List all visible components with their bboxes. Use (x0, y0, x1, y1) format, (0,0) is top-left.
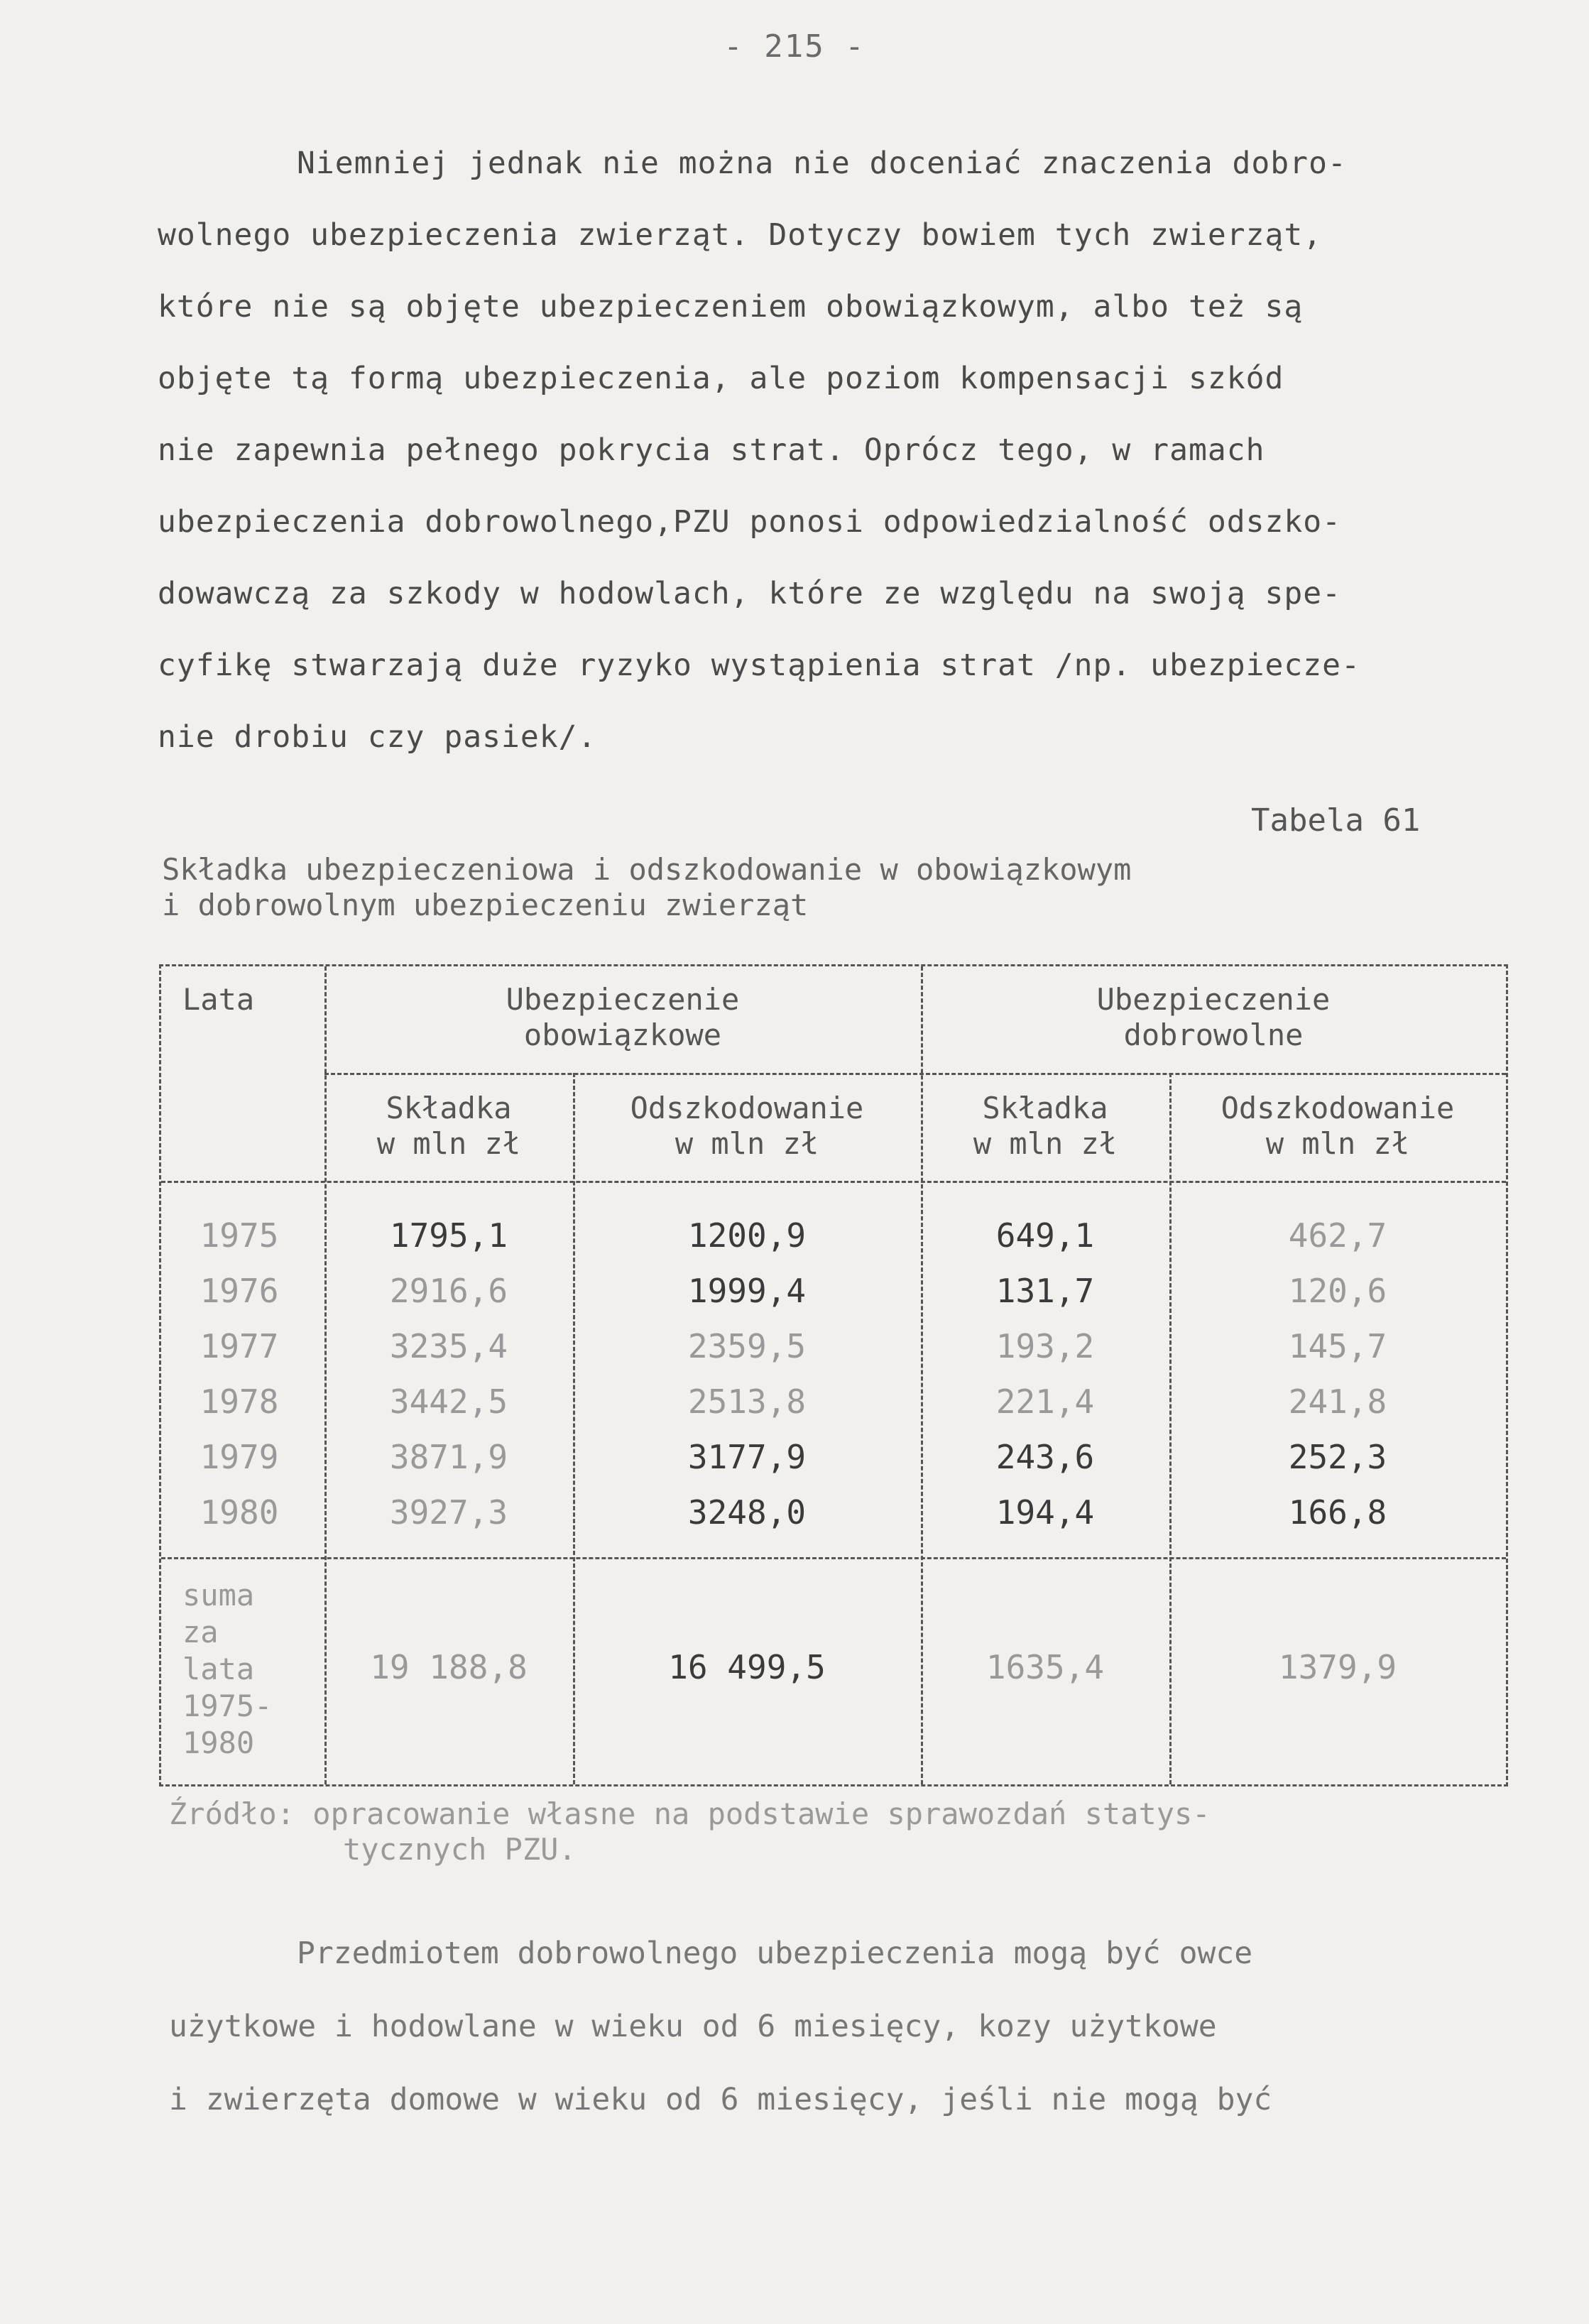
cell-value: 3871,9 (389, 1438, 508, 1476)
row-divider (161, 1181, 1506, 1183)
text-line: które nie są objęte ubezpieczeniem obowiązkowym, albo też są (158, 289, 1304, 324)
header-group-dobrowolne (921, 982, 1506, 1053)
header-line: Odszkodowanie (1221, 1091, 1455, 1125)
sum-label-line: za (182, 1615, 219, 1649)
cell-value: 166,8 (1288, 1493, 1387, 1532)
sum-label-line: 1980 (182, 1725, 255, 1760)
paragraph-subject (169, 1917, 1518, 2137)
cell-year: 1976 (200, 1272, 279, 1310)
cell-sum: 19 188,8 (370, 1648, 528, 1686)
cell-value: 2513,8 (687, 1382, 807, 1421)
cell-value: 241,8 (1288, 1382, 1387, 1421)
cell-value: 2916,6 (389, 1272, 508, 1310)
source-line: tycznych PZU. (343, 1832, 577, 1867)
cell-year: 1980 (200, 1493, 279, 1532)
header-line: w mln zł (675, 1126, 819, 1161)
sum-label (182, 1577, 272, 1762)
caption-line: i dobrowolnym ubezpieczeniu zwierząt (162, 888, 809, 922)
cell-value: 120,6 (1288, 1272, 1387, 1310)
cell-value: 243,6 (995, 1438, 1095, 1476)
cell-value: 221,4 (995, 1382, 1095, 1421)
cell-value: 649,1 (995, 1216, 1095, 1255)
header-line: Odszkodowanie (630, 1091, 864, 1125)
cell-sum: 1379,9 (1278, 1648, 1397, 1686)
text-line: nie zapewnia pełnego pokrycia strat. Oprócz tego, w ramach (158, 432, 1265, 468)
caption-line: Składka ubezpieczeniowa i odszkodowanie w obowiązkowym (162, 852, 1132, 887)
header-line: w mln zł (973, 1126, 1118, 1161)
text-line: objęte tą formą ubezpieczenia, ale poziom kompensacji szkód (158, 361, 1284, 396)
header-line: w mln zł (1265, 1126, 1410, 1161)
cell-year: 1979 (200, 1438, 279, 1476)
cell-sum: 16 499,5 (668, 1648, 826, 1686)
cell-value: 462,7 (1288, 1216, 1387, 1255)
sum-label-line: suma (182, 1578, 255, 1613)
cell-value: 3442,5 (389, 1382, 508, 1421)
header-group-obowiazkowe (324, 982, 921, 1053)
text-line: Niemniej jednak nie można nie doceniać znaczenia dobro- (297, 146, 1347, 181)
text-line: nie drobiu czy pasiek/. (158, 719, 597, 755)
cell-year: 1978 (200, 1382, 279, 1421)
cell-year: 1975 (200, 1216, 279, 1255)
cell-value: 1999,4 (687, 1272, 807, 1310)
source-line: Źródło: opracowanie własne na podstawie sprawozdań statys- (169, 1796, 1211, 1831)
header-skladka (921, 1091, 1169, 1162)
data-table (159, 964, 1508, 1786)
row-divider (324, 1073, 1506, 1075)
text-line: ubezpieczenia dobrowolnego,PZU ponosi odpowiedzialność odszko- (158, 504, 1342, 540)
cell-value: 3235,4 (389, 1327, 508, 1365)
header-line: w mln zł (376, 1126, 521, 1161)
cell-value: 3248,0 (687, 1493, 807, 1532)
cell-value: 252,3 (1288, 1438, 1387, 1476)
row-divider (161, 1557, 1506, 1559)
cell-value: 2359,5 (687, 1327, 807, 1365)
cell-value: 194,4 (995, 1493, 1095, 1532)
header-line: Ubezpieczenie (506, 982, 740, 1017)
header-odszkodowanie (573, 1091, 921, 1162)
table-source (169, 1796, 1518, 1867)
sum-label-line: lata (182, 1652, 255, 1686)
cell-value: 145,7 (1288, 1327, 1387, 1365)
cell-value: 3927,3 (389, 1493, 508, 1532)
text-line: użytkowe i hodowlane w wieku od 6 miesięcy, kozy użytkowe (169, 2009, 1217, 2044)
sum-label-line: 1975- (182, 1689, 273, 1723)
text-line: cyfikę stwarzają duże ryzyko wystąpienia strat /np. ubezpiecze- (158, 648, 1360, 683)
cell-year: 1977 (200, 1327, 279, 1365)
header-lata: Lata (182, 982, 255, 1017)
header-line: dobrowolne (1123, 1018, 1304, 1052)
text-line: Przedmiotem dobrowolnego ubezpieczenia mogą być owce (297, 1936, 1253, 1971)
header-odszkodowanie (1169, 1091, 1506, 1162)
paragraph-intro (158, 128, 1521, 773)
header-line: obowiązkowe (523, 1018, 722, 1052)
cell-value: 131,7 (995, 1272, 1095, 1310)
table-caption (162, 852, 1440, 923)
header-line: Ubezpieczenie (1096, 982, 1331, 1017)
cell-value: 193,2 (995, 1327, 1095, 1365)
text-line: wolnego ubezpieczenia zwierząt. Dotyczy bowiem tych zwierząt, (158, 217, 1323, 253)
cell-value: 3177,9 (687, 1438, 807, 1476)
header-line: Składka (386, 1091, 512, 1125)
page-number: - 215 - (723, 28, 866, 65)
cell-value: 1200,9 (687, 1216, 807, 1255)
cell-sum: 1635,4 (985, 1648, 1105, 1686)
text-line: i zwierzęta domowe w wieku od 6 miesięcy, jeśli nie mogą być (169, 2082, 1272, 2117)
header-line: Składka (982, 1091, 1108, 1125)
header-skladka (324, 1091, 573, 1162)
table-label: Tabela 61 (1251, 802, 1421, 839)
text-line: dowawczą za szkody w hodowlach, które ze względu na swoją spe- (158, 576, 1342, 611)
cell-value: 1795,1 (389, 1216, 508, 1255)
